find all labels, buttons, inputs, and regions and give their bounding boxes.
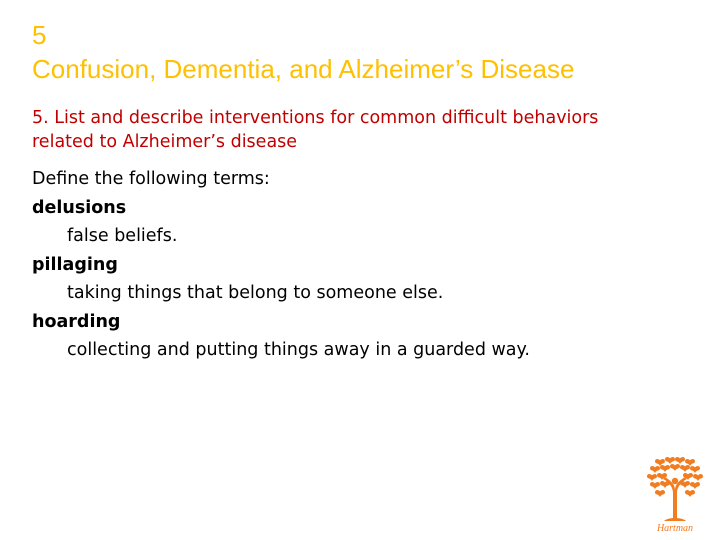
- definition-hoarding: collecting and putting things away in a guarded way.: [67, 340, 530, 360]
- objective-line-2: related to Alzheimer’s disease: [32, 132, 298, 152]
- learning-objective: [32, 106, 702, 154]
- slide-title: [32, 18, 692, 86]
- definition-pillaging: taking things that belong to someone else.: [67, 283, 444, 303]
- chapter-title: Confusion, Dementia, and Alzheimer’s Disease: [32, 54, 575, 84]
- heart-tree-icon: [647, 457, 703, 521]
- term-pillaging: pillaging: [32, 254, 118, 275]
- hartman-logo: [640, 455, 710, 535]
- objective-line-1: 5. List and describe interventions for common difficult behaviors: [32, 108, 599, 128]
- term-hoarding: hoarding: [32, 311, 121, 332]
- chapter-number: 5: [32, 20, 47, 50]
- term-delusions: delusions: [32, 197, 127, 218]
- logo-text: Hartman: [656, 523, 694, 534]
- slide-body: [32, 165, 702, 365]
- definition-delusions: false beliefs.: [67, 226, 178, 246]
- intro-text: Define the following terms:: [32, 169, 270, 189]
